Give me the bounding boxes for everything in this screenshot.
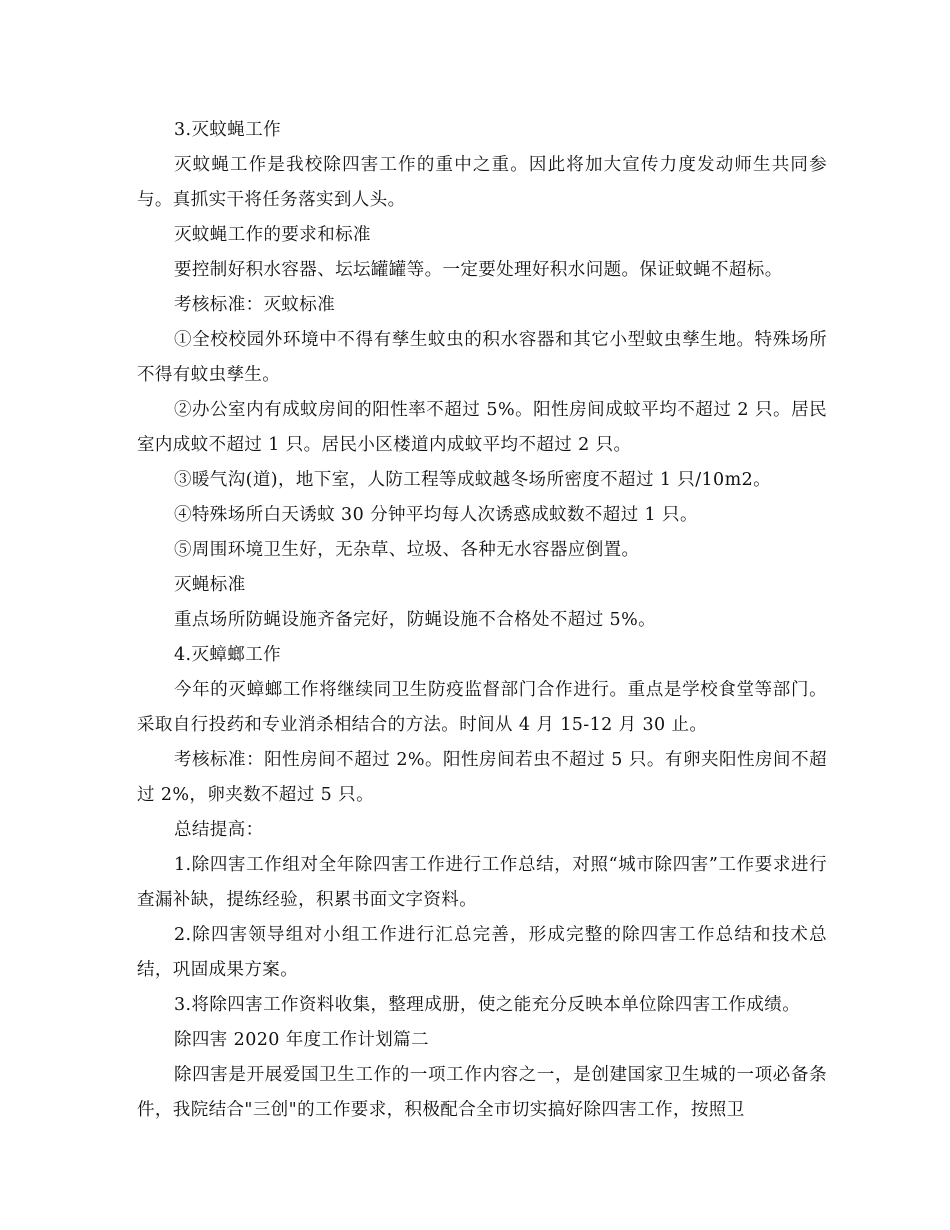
subheading-mosquito-standard: 考核标准：灭蚊标准 xyxy=(174,295,336,315)
section-heading-mosquito-fly: 3.灭蚊蝇工作 xyxy=(174,120,281,140)
paragraph-water-containers: 要控制好积水容器、坛坛罐罐等。一定要处理好积水问题。保证蚊蝇不超标。 xyxy=(174,260,783,280)
paragraph-cockroach-standard: 考核标准：阳性房间不超过 2%。阳性房间若虫不超过 5 只。有卵夹阳性房间不超过 2%，卵夹数不超过 5 只。 xyxy=(137,750,827,805)
paragraph-fly-standard: 重点场所防蝇设施齐备完好，防蝇设施不合格处不超过 5%。 xyxy=(174,610,657,630)
paragraph-cockroach-plan: 今年的灭蟑螂工作将继续同卫生防疫监督部门合作进行。重点是学校食堂等部门。采取自行投药和专业消杀相结合的方法。时间从 4 月 15-12 月 30 止。 xyxy=(137,680,827,735)
list-item-summary-3: 3.将除四害工作资料收集，整理成册，使之能充分反映本单位除四害工作成绩。 xyxy=(174,995,801,1015)
list-item-standard-2: ②办公室内有成蚊房间的阳性率不超过 5%。阳性房间成蚊平均不超过 2 只。居民室内成蚊不超过 1 只。居民小区楼道内成蚊平均不超过 2 只。 xyxy=(137,400,827,455)
list-item-standard-5: ⑤周围环境卫生好，无杂草、垃圾、各种无水容器应倒置。 xyxy=(174,540,640,560)
list-item-standard-4: ④特殊场所白天诱蚊 30 分钟平均每人次诱惑成蚊数不超过 1 只。 xyxy=(174,505,698,525)
subheading-fly-standard: 灭蝇标准 xyxy=(174,575,246,595)
list-item-standard-3: ③暖气沟(道)，地下室，人防工程等成蚊越冬场所密度不超过 1 只/10m2。 xyxy=(174,470,772,490)
subheading-summary: 总结提高： xyxy=(174,820,264,840)
list-item-standard-1: ①全校校园外环境中不得有孳生蚊虫的积水容器和其它小型蚊虫孳生地。特殊场所不得有蚊虫孳生。 xyxy=(137,330,827,385)
section-heading-plan-two: 除四害 2020 年度工作计划篇二 xyxy=(174,1030,429,1050)
paragraph-plan-two-intro: 除四害是开展爱国卫生工作的一项工作内容之一，是创建国家卫生城的一项必备条件，我院结合"三创"的工作要求，积极配合全市切实搞好除四害工作，按照卫 xyxy=(137,1065,827,1120)
list-item-summary-1: 1.除四害工作组对全年除四害工作进行工作总结，对照“城市除四害”工作要求进行查漏补缺，提练经验，积累书面文字资料。 xyxy=(137,855,827,910)
subheading-requirements: 灭蚊蝇工作的要求和标准 xyxy=(174,225,371,245)
section-heading-cockroach: 4.灭蟑螂工作 xyxy=(174,645,281,665)
list-item-summary-2: 2.除四害领导组对小组工作进行汇总完善，形成完整的除四害工作总结和技术总结，巩固成果方案。 xyxy=(137,925,827,980)
paragraph-mosquito-fly-intro: 灭蚊蝇工作是我校除四害工作的重中之重。因此将加大宣传力度发动师生共同参与。真抓实干将任务落实到人头。 xyxy=(137,155,827,210)
